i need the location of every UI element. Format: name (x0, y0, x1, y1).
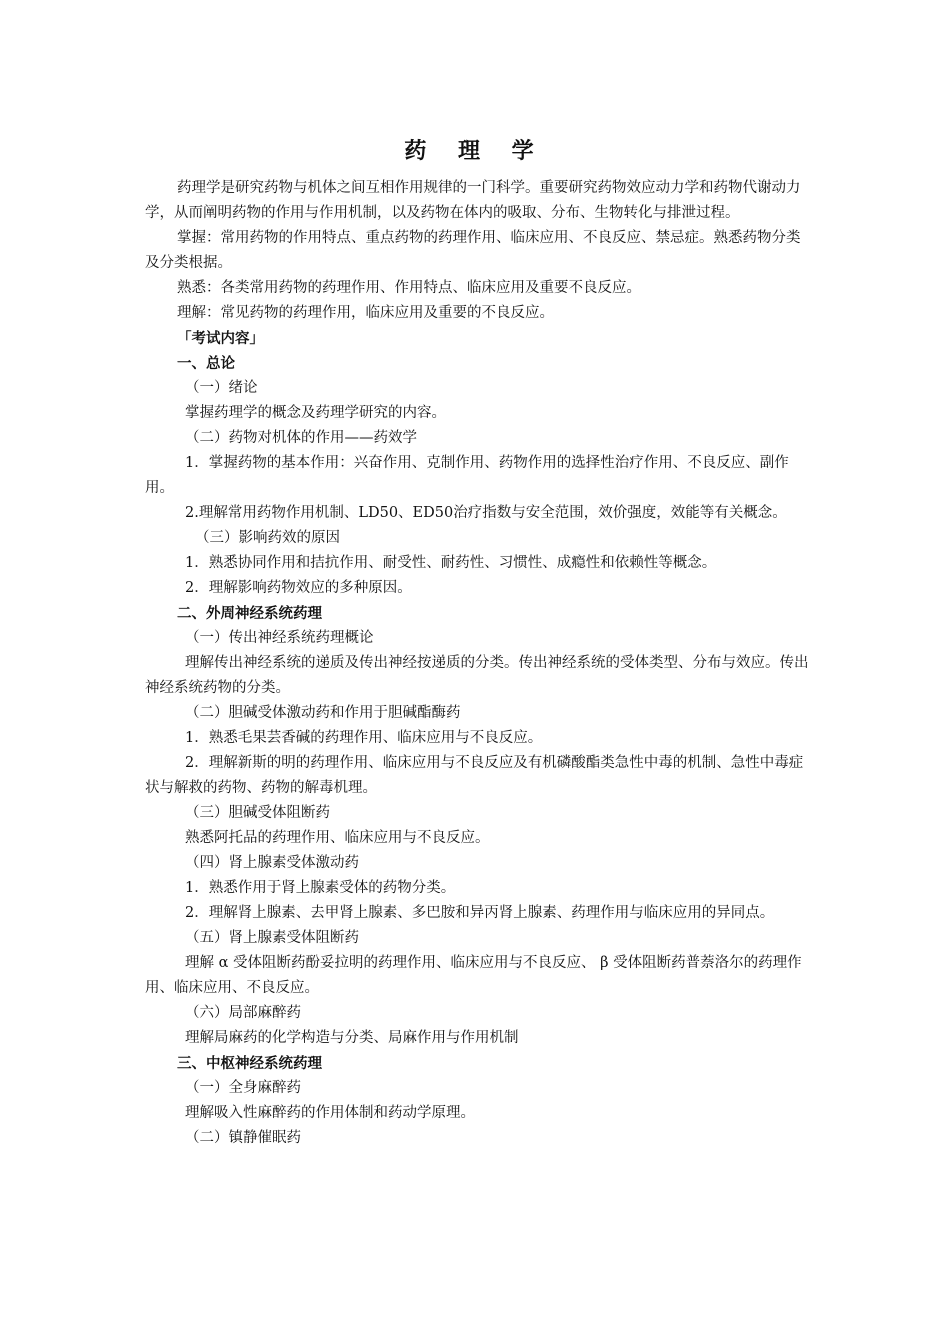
page-title: 药 理 学 (404, 139, 546, 164)
subsection-title: （二）胆碱受体激动药和作用于胆碱酯酶药 (185, 705, 461, 721)
subsection-text: 理解局麻药的化学构造与分类、局麻作用与作用机制 (185, 1030, 519, 1046)
subsection-title: （二）镇静催眠药 (185, 1130, 301, 1146)
subsection-title: （五）肾上腺素受体阻断药 (185, 930, 359, 946)
list-item: 1．熟悉毛果芸香碱的药理作用、临床应用与不良反应。 (185, 730, 543, 746)
intro-understand: 理解：常见药物的药理作用，临床应用及重要的不良反应。 (177, 305, 554, 321)
subsection-text: 掌握药理学的概念及药理学研究的内容。 (185, 405, 446, 421)
subsection-text: 理解 α 受体阻断药酚妥拉明的药理作用、临床应用与不良反应、 β 受体阻断药普萘洛尔的药理作用、临床应用、不良反应。 (145, 955, 802, 996)
subsection-text: 熟悉阿托品的药理作用、临床应用与不良反应。 (185, 830, 490, 846)
list-item: 2．理解肾上腺素、去甲肾上腺素、多巴胺和异丙肾上腺素、药理作用与临床应用的异同点。 (185, 905, 775, 921)
intro-paragraph: 药理学是研究药物与机体之间互相作用规律的一门科学。重要研究药物效应动力学和药物代谢动力学，从而阐明药物的作用与作用机制，以及药物在体内的吸取、分布、生物转化与排泄过程。 (145, 180, 801, 221)
section-heading: 二、外周神经系统药理 (177, 605, 322, 622)
list-item: 1．熟悉协同作用和拮抗作用、耐受性、耐药性、习惯性、成瘾性和依赖性等概念。 (185, 555, 717, 571)
subsection-title: （六）局部麻醉药 (185, 1005, 301, 1021)
list-item: 1．掌握药物的基本作用：兴奋作用、克制作用、药物作用的选择性治疗作用、不良反应、副作用。 (145, 455, 789, 496)
list-item: 2.理解常用药物作用机制、LD50、ED50治疗指数与安全范围，效价强度，效能等有关概念。 (185, 505, 787, 521)
intro-master: 掌握：常用药物的作用特点、重点药物的药理作用、临床应用、不良反应、禁忌症。熟悉药物分类及分类根据。 (145, 230, 801, 271)
list-item: 2．理解影响药物效应的多种原因。 (185, 580, 412, 596)
section-heading: 一、总论 (177, 355, 235, 372)
subsection-title: （一）全身麻醉药 (185, 1080, 301, 1096)
document-body (145, 176, 810, 1151)
subsection-text: 理解传出神经系统的递质及传出神经按递质的分类。传出神经系统的受体类型、分布与效应。传出神经系统药物的分类。 (145, 655, 809, 696)
subsection-title: （四）肾上腺素受体激动药 (185, 855, 359, 871)
subsection-title: （一）绪论 (185, 380, 258, 396)
subsection-title: （二）药物对机体的作用——药效学 (185, 430, 417, 446)
list-item: 1．熟悉作用于肾上腺素受体的药物分类。 (185, 880, 456, 896)
list-item: 2．理解新斯的明的药理作用、临床应用与不良反应及有机磷酸酯类急性中毒的机制、急性中毒症状与解救的药物、药物的解毒机理。 (145, 755, 804, 796)
subsection-title: （三）影响药效的原因 (195, 530, 340, 546)
section-heading: 三、中枢神经系统药理 (177, 1055, 322, 1072)
subsection-title: （三）胆碱受体阻断药 (185, 805, 330, 821)
intro-familiar: 熟悉：各类常用药物的药理作用、作用特点、临床应用及重要不良反应。 (177, 280, 641, 296)
exam-content-heading: 「考试内容」 (177, 330, 264, 347)
subsection-text: 理解吸入性麻醉药的作用体制和药动学原理。 (185, 1105, 475, 1121)
subsection-title: （一）传出神经系统药理概论 (185, 630, 374, 646)
